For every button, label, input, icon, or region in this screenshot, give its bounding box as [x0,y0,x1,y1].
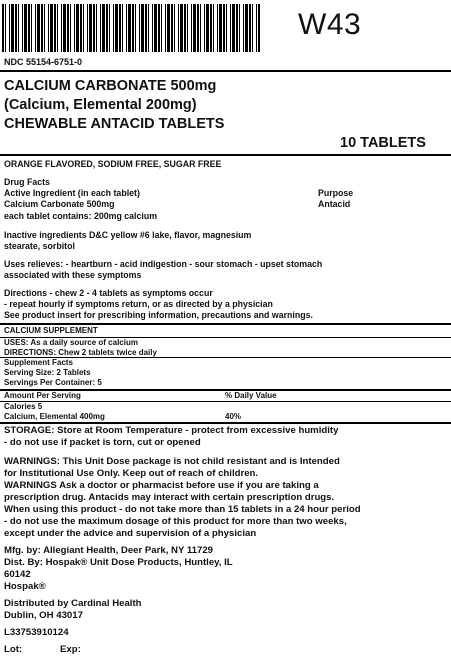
each-tablet-text: each tablet contains: 200mg calcium [4,211,158,221]
title-line-1: CALCIUM CARBONATE 500mg [4,78,217,94]
lot-label: Lot: [4,644,23,655]
distributor-line-2: Dublin, OH 43017 [4,610,83,621]
inactive-ingredients: Inactive ingredients D&C yellow #6 lake, flavor, magnesium [4,230,252,240]
lot-code: L33753910124 [4,627,69,638]
purpose-value: Antacid [318,199,351,209]
purpose-label: Purpose [318,188,354,198]
calcium-row: Calcium, Elemental 400mg [4,412,105,421]
directions-text: Directions - chew 2 - 4 tablets as symptoms occur [4,288,213,298]
exp-label: Exp: [60,644,81,655]
active-ingredient-label: Active Ingredient (in each tablet) [4,188,140,198]
storage-text-2: - do not use if packet is torn, cut or opened [4,437,201,448]
manufacturer-line-4: Hospak® [4,581,46,592]
directions-text-3: See product insert for prescribing information, precautions and warnings. [4,310,313,320]
warnings-line-4: prescription drug. Antacids may interact with certain prescription drugs. [4,492,335,503]
manufacturer-line-1: Mfg. by: Allegiant Health, Deer Park, NY 11729 [4,545,214,556]
product-title [4,77,224,134]
ndc-number: NDC 55154-6751-0 [4,57,83,67]
barcode [2,4,260,52]
supplement-directions: DIRECTIONS: Chew 2 tablets twice daily [4,348,157,357]
divider [0,422,451,424]
flavor-text: ORANGE FLAVORED, SODIUM FREE, SUGAR FREE [4,159,222,169]
divider [0,70,451,72]
warnings-line-2: for Institutional Use Only. Keep out of reach of children. [4,468,259,479]
divider [0,401,451,402]
title-line-3: CHEWABLE ANTACID TABLETS [4,116,225,132]
daily-value-header: % Daily Value [225,391,277,400]
calcium-daily-value: 40% [225,412,242,421]
warnings-line-5: When using this product - do not take more than 15 tablets in a 24 hour period [4,504,361,515]
label-code: W43 [298,8,362,41]
manufacturer-line-3: 60142 [4,569,31,580]
storage-text: STORAGE: Store at Room Temperature - protect from excessive humidity [4,425,339,436]
tablet-count: 10 TABLETS [340,135,426,151]
warnings-line-7: except under the advice and supervision of a physician [4,528,257,539]
warnings-line-3: WARNINGS Ask a doctor or pharmacist before use if you are taking a [4,480,319,491]
supplement-uses: USES: As a daily source of calcium [4,338,138,347]
title-line-2: (Calcium, Elemental 200mg) [4,97,197,113]
drug-facts-heading: Drug Facts [4,177,50,187]
serving-size: Serving Size: 2 Tablets [4,368,91,377]
servings-per-container: Servings Per Container: 5 [4,378,102,387]
directions-text-2: - repeat hourly if symptoms return, or as directed by a physician [4,299,273,309]
divider [0,154,451,156]
distributor-line-1: Distributed by Cardinal Health [4,598,142,609]
supplement-facts-heading: Supplement Facts [4,358,73,367]
uses-text: Uses relieves: - heartburn - acid indigestion - sour stomach - upset stomach [4,259,323,269]
warnings-line-6: - do not use the maximum dosage of this product for more than two weeks, [4,516,347,527]
calories-row: Calories 5 [4,402,43,411]
uses-text-cont: associated with these symptoms [4,270,142,280]
amount-per-serving-header: Amount Per Serving [4,391,81,400]
warnings-line-1: WARNINGS: This Unit Dose package is not child resistant and is Intended [4,456,340,467]
active-ingredient-name: Calcium Carbonate 500mg [4,199,115,209]
inactive-ingredients-cont: stearate, sorbitol [4,241,75,251]
supplement-heading: CALCIUM SUPPLEMENT [4,326,98,335]
manufacturer-line-2: Dist. By: Hospak® Unit Dose Products, Huntley, IL [4,557,233,568]
divider [0,323,451,325]
